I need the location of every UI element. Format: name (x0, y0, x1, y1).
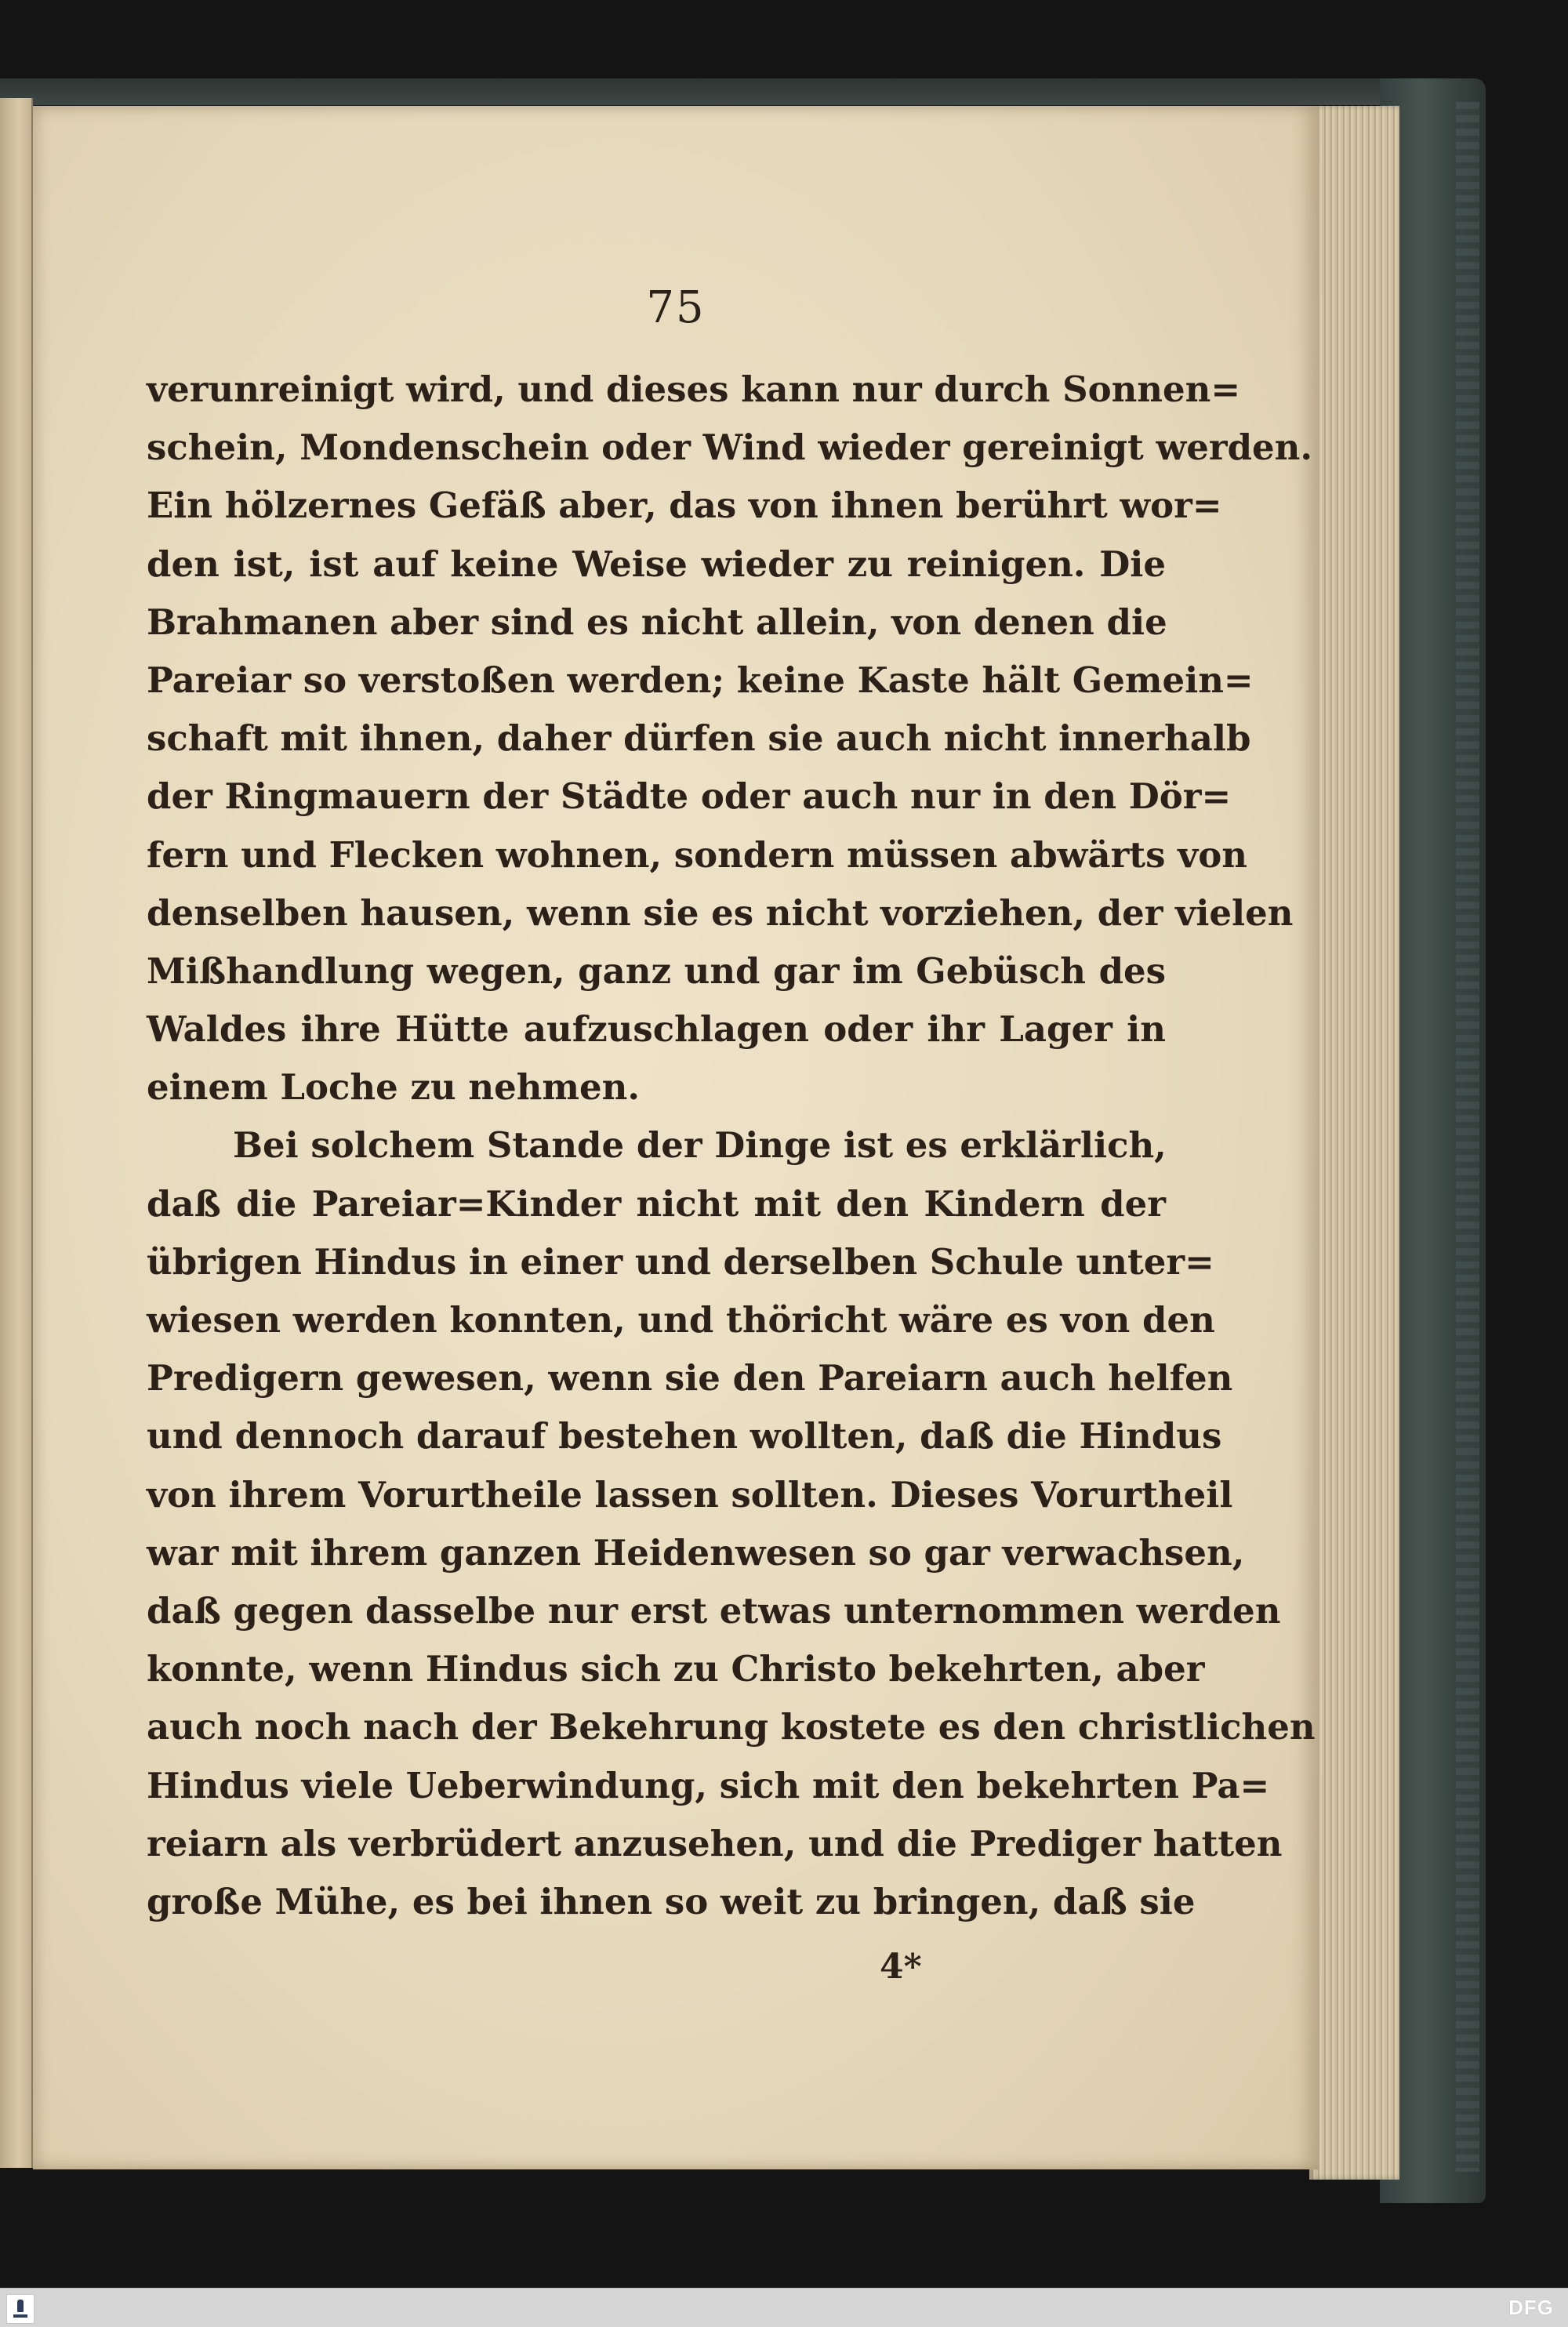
text-line: Pareiar so verstoßen werden; keine Kaste hält Gemein= (147, 659, 1254, 701)
text-line: daß die Pareiar=Kinder nicht mit den Kindern der (147, 1182, 1166, 1225)
text-line: reiarn als verbrüdert anzusehen, und die Prediger hatten (147, 1822, 1283, 1864)
book-page (33, 106, 1319, 2169)
text-line: Ein hölzernes Gefäß aber, das von ihnen berührt wor= (147, 485, 1222, 527)
text-line: schein, Mondenschein oder Wind wieder gereinigt werden. (147, 427, 1313, 469)
viewer-footer-bar (0, 2288, 1568, 2327)
text-line: war mit ihrem ganzen Heidenwesen so gar verwachsen, (147, 1531, 1245, 1574)
signature-mark: 4* (880, 1947, 922, 1987)
text-line: konnte, wenn Hindus sich zu Christo bekehrten, aber (147, 1648, 1205, 1690)
dfg-logo: DFG (1508, 2296, 1554, 2319)
text-line: der Ringmauern der Städte oder auch nur in den Dör= (147, 775, 1232, 818)
text-line: fern und Flecken wohnen, sondern müssen abwärts von (147, 833, 1247, 876)
text-line: den ist, ist auf keine Weise wieder zu reinigen. Die (147, 543, 1166, 585)
text-line: und dennoch darauf bestehen wollten, daß die Hindus (147, 1415, 1222, 1458)
text-line: von ihrem Vorurtheile lassen sollten. Dieses Vorurtheil (147, 1473, 1233, 1516)
text-line: Predigern gewesen, wenn sie den Pareiarn auch helfen (147, 1357, 1233, 1399)
book-cover-top (0, 78, 1474, 105)
text-line: wiesen werden konnten, und thöricht wäre es von den (147, 1299, 1215, 1341)
text-line: Mißhandlung wegen, ganz und gar im Gebüsch des (147, 949, 1166, 992)
library-logo-icon (6, 2294, 34, 2324)
text-line: übrigen Hindus in einer und derselben Schule unter= (147, 1240, 1214, 1283)
text-line: Bei solchem Stande der Dinge ist es erklärlich, (233, 1124, 1167, 1167)
page-number: 75 (646, 282, 706, 333)
text-line: Hindus viele Ueberwindung, sich mit den bekehrten Pa= (147, 1764, 1270, 1806)
text-line: Waldes ihre Hütte aufzuschlagen oder ihr Lager in (147, 1008, 1166, 1051)
page-edges (1309, 106, 1399, 2180)
text-line: Brahmanen aber sind es nicht allein, von denen die (147, 601, 1167, 643)
text-line: große Mühe, es bei ihnen so weit zu bringen, daß sie (147, 1880, 1196, 1922)
text-line: auch noch nach der Bekehrung kostete es den christlichen (147, 1706, 1316, 1748)
left-page-edge (0, 98, 33, 2168)
text-line: verunreinigt wird, und dieses kann nur durch Sonnen= (147, 368, 1241, 410)
text-line: daß gegen dasselbe nur erst etwas unternommen werden (147, 1589, 1281, 1632)
text-line: denselben hausen, wenn sie es nicht vorziehen, der vielen (147, 891, 1294, 934)
page-text (147, 361, 1316, 1931)
text-line: schaft mit ihnen, daher dürfen sie auch nicht innerhalb (147, 717, 1251, 760)
text-line: einem Loche zu nehmen. (147, 1066, 641, 1109)
